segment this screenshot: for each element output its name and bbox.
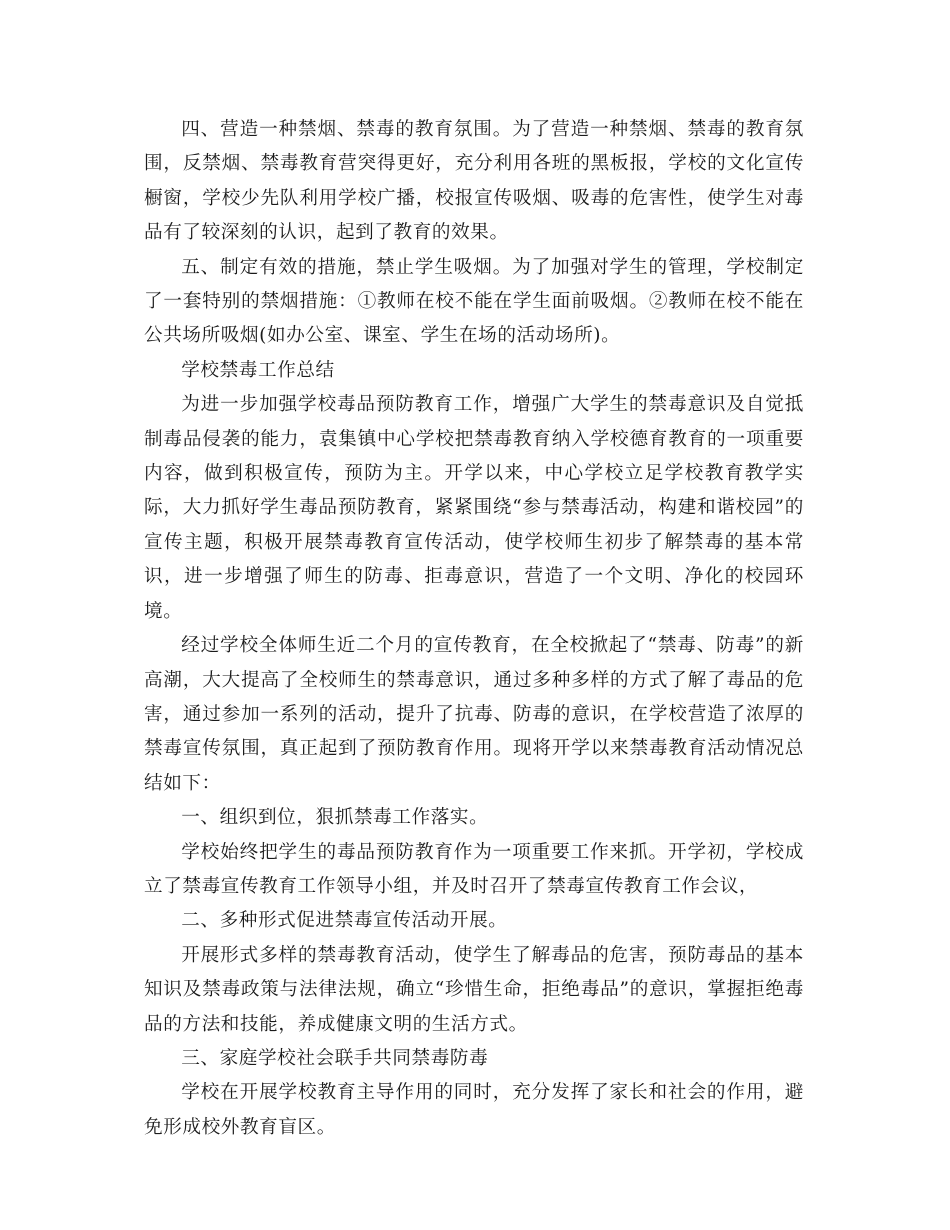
document-page	[144, 113, 804, 1145]
paragraph-intro: 为进一步加强学校毒品预防教育工作，增强广大学生的禁毒意识及自觉抵制毒品侵袭的能力，袁集镇中心学校把禁毒教育纳入学校德育教育的一项重要内容，做到积极宣传，预防为主。开学以来，中心学校立足学校教育教学实际，大力抓好学生毒品预防教育，紧紧围绕“参与禁毒活动，构建和谐校园”的宣传主题，积极开展禁毒教育宣传活动，使学校师生初步了解禁毒的基本常识，进一步增强了师生的防毒、拒毒意识，营造了一个文明、净化的校园环境。	[144, 394, 804, 622]
paragraph-organization: 学校始终把学生的毒品预防教育作为一项重要工作来抓。开学初，学校成立了禁毒宣传教育工作领导小组，并及时召开了禁毒宣传教育工作会议，	[144, 841, 804, 897]
paragraph-section-five: 五、制定有效的措施，禁止学生吸烟。为了加强对学生的管理，学校制定了一套特别的禁烟措施：①教师在校不能在学生面前吸烟。②教师在校不能在公共场所吸烟(如办公室、课室、学生在场的活动场所)。	[144, 256, 804, 347]
paragraph-section-four: 四、营造一种禁烟、禁毒的教育氛围。为了营造一种禁烟、禁毒的教育氛围，反禁烟、禁毒教育营突得更好，充分利用各班的黑板报，学校的文化宣传橱窗，学校少先队利用学校广播，校报宣传吸烟、吸毒的危害性，使学生对毒品有了较深刻的认识，起到了教育的效果。	[144, 119, 804, 244]
subheading-one: 一、组织到位，狠抓禁毒工作落实。	[181, 807, 489, 829]
paragraph-activities: 开展形式多样的禁毒教育活动，使学生了解毒品的危害，预防毒品的基本知识及禁毒政策与法律法规，确立“珍惜生命，拒绝毒品”的意识，掌握拒绝毒品的方法和技能，养成健康文明的生活方式。	[144, 944, 804, 1035]
paragraph-family-school: 学校在开展学校教育主导作用的同时，充分发挥了家长和社会的作用，避免形成校外教育盲区。	[144, 1082, 804, 1138]
subheading-two: 二、多种形式促进禁毒宣传活动开展。	[181, 910, 508, 932]
subheading-three: 三、家庭学校社会联手共同禁毒防毒	[181, 1047, 489, 1069]
paragraph-summary: 经过学校全体师生近二个月的宣传教育，在全校掀起了“禁毒、防毒”的新高潮，大大提高了全校师生的禁毒意识，通过多种多样的方式了解了毒品的危害，通过参加一系列的活动，提升了抗毒、防毒的意识，在学校营造了浓厚的禁毒宣传氛围，真正起到了预防教育作用。现将开学以来禁毒教育活动情况总结如下：	[144, 635, 804, 794]
document-heading: 学校禁毒工作总结	[181, 359, 335, 381]
